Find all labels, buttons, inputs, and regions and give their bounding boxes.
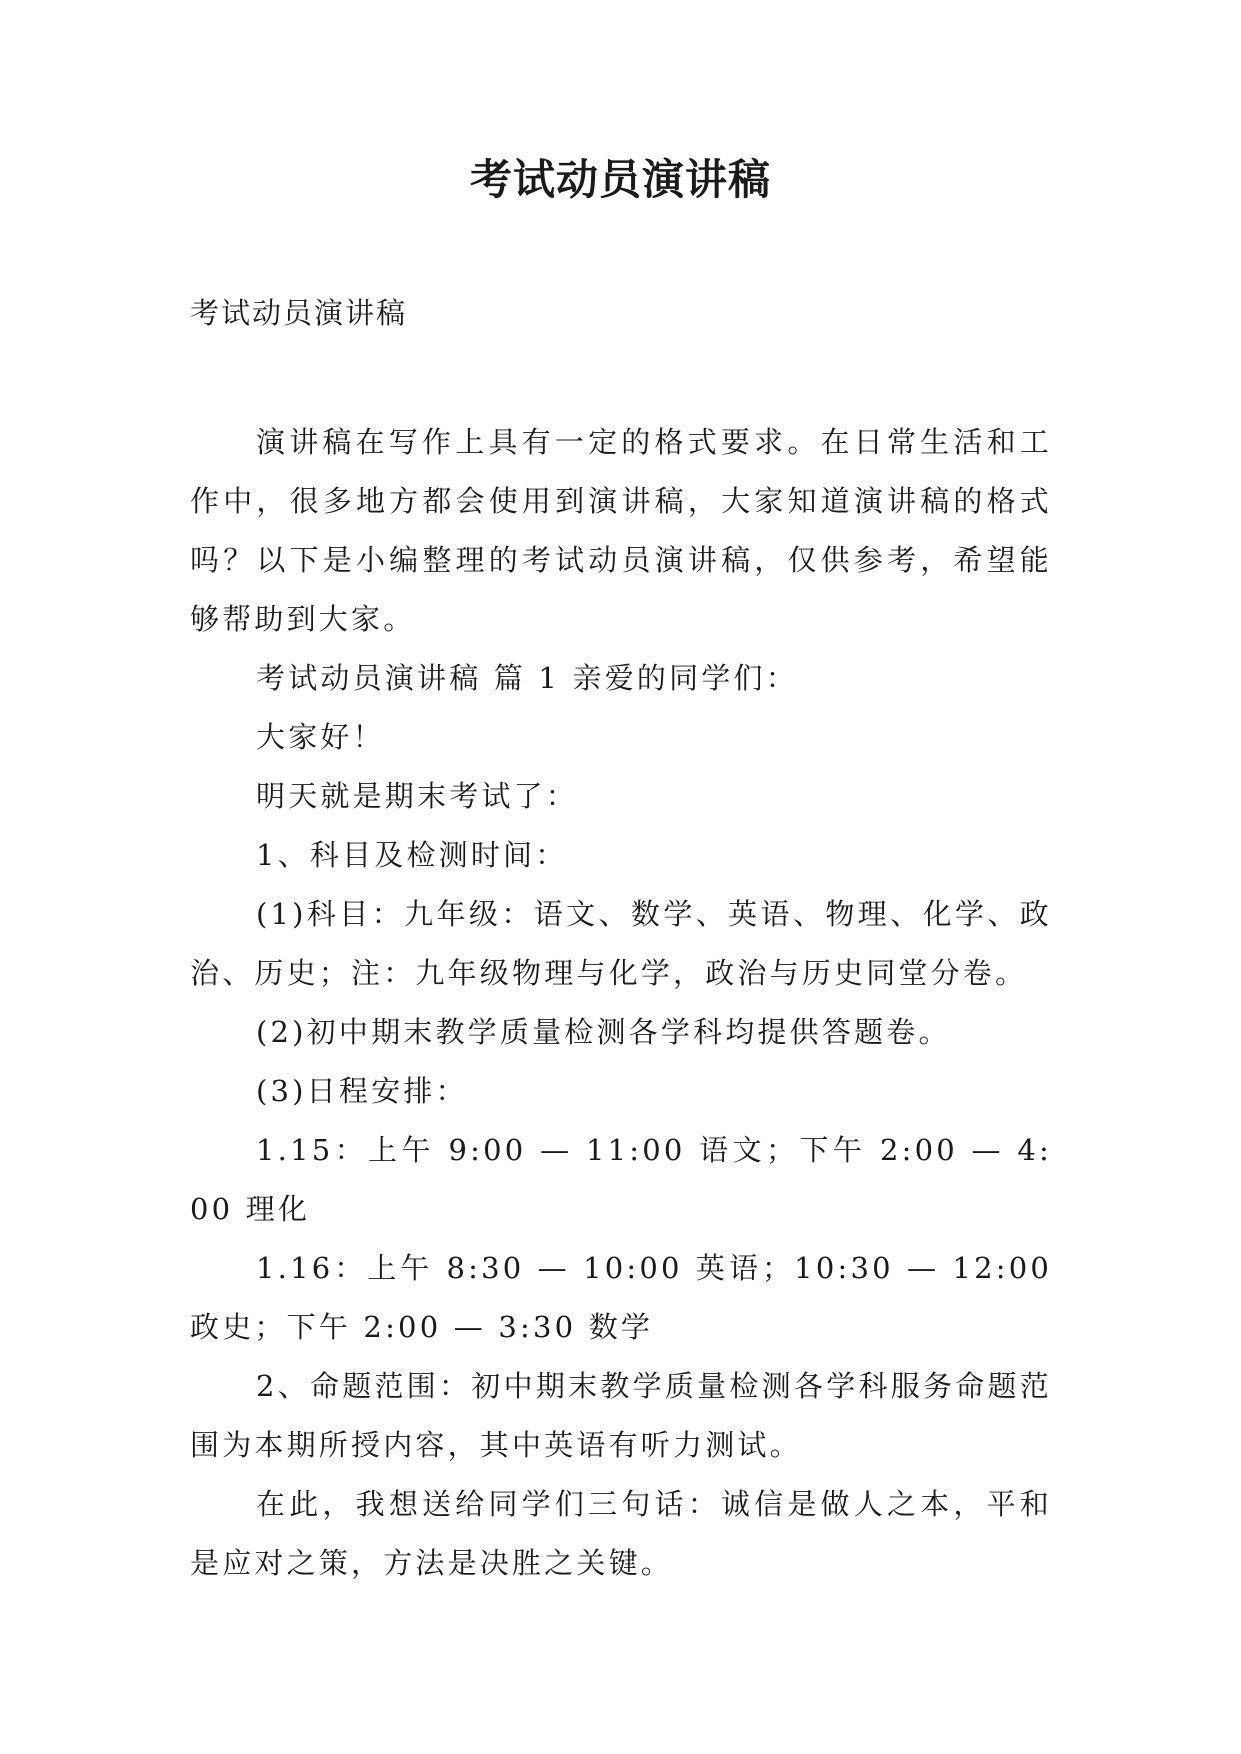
paragraph-intro: 演讲稿在写作上具有一定的格式要求。在日常生活和工作中，很多地方都会使用到演讲稿，大家知道演讲稿的格式吗？以下是小编整理的考试动员演讲稿，仅供参考，希望能够帮助到大家。 xyxy=(190,425,1052,636)
paragraph-scope: 2、命题范围：初中期末教学质量检测各学科服务命题范围为本期所授内容，其中英语有听力测试。 xyxy=(190,1369,1052,1462)
paragraph-exam-announcement: 明天就是期末考试了： xyxy=(256,779,579,813)
paragraph-answer-sheets: (2)初中期末教学质量检测各学科均提供答题卷。 xyxy=(256,1015,951,1049)
document-subtitle: 考试动员演讲稿 xyxy=(190,296,408,330)
paragraph-schedule-heading: (3)日程安排： xyxy=(256,1074,468,1108)
paragraph-greeting: 大家好！ xyxy=(256,720,385,754)
document-body xyxy=(190,413,1052,1593)
paragraph-schedule-day2: 1.16：上午 8:30 — 10:00 英语；10:30 — 12:00 政史；下午 2:00 — 3:30 数学 xyxy=(190,1251,1052,1344)
paragraph-subjects: (1)科目：九年级：语文、数学、英语、物理、化学、政治、历史；注：九年级物理与化学，政治与历史同堂分卷。 xyxy=(190,897,1052,990)
paragraph-three-sentences: 在此，我想送给同学们三句话：诚信是做人之本，平和是应对之策，方法是决胜之关键。 xyxy=(190,1487,1052,1580)
paragraph-schedule-day1: 1.15：上午 9:00 — 11:00 语文；下午 2:00 — 4:00 理化 xyxy=(190,1133,1052,1226)
paragraph-greeting-heading: 考试动员演讲稿 篇 1 亲爱的同学们： xyxy=(256,661,798,695)
paragraph-subjects-heading: 1、科目及检测时间： xyxy=(256,838,568,872)
document-title: 考试动员演讲稿 xyxy=(469,155,771,204)
